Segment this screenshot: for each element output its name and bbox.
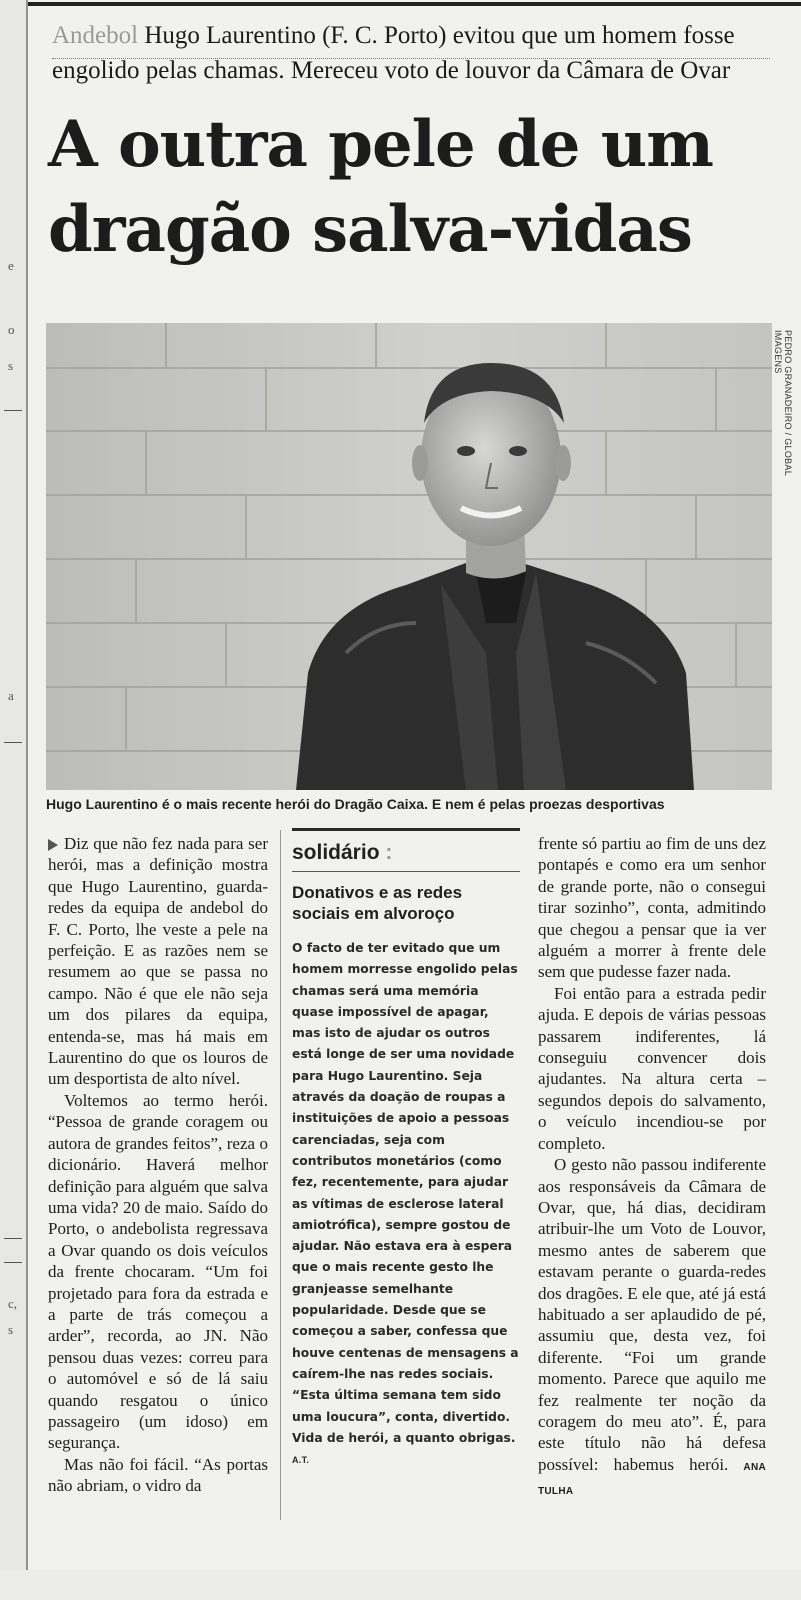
paragraph: frente só partiu ao fim de uns dez pontapés e como era um senhor de grande porte, não o consegui tirar sozinho”, conta, admitindo que chegou a pensar que ia ver alguém a morrer à frente dele sem que pudesse fazer nada. xyxy=(538,834,766,982)
sidebar-label-mark: : xyxy=(385,841,393,864)
author-signature: ANA TULHA xyxy=(538,1461,766,1498)
gutter-dash xyxy=(4,1262,22,1263)
gutter-fragment: e xyxy=(8,258,14,273)
kicker-divider xyxy=(52,58,770,59)
column-rule xyxy=(26,0,28,1600)
paragraph xyxy=(48,833,268,1090)
gutter-fragment: a xyxy=(8,688,14,703)
headline xyxy=(48,102,788,272)
sidebar-body-text: O facto de ter evitado que um homem morresse engolido pelas chamas será uma memória quase impossível de apagar, mas isto de ajudar os outros está longe de ser uma novidade para Hugo Laurentino. Seja através da doação de roupas a instituições de apoio a pessoas carenciadas, seja com contributos monetários (como fez, recentemente, para ajudar as vítimas de esclerose lateral amiotrófica), sempre gostou de ajudar. Não estava era à espera que o mais recente gesto lhe granjeasse semelhante popularidade. Desde que se começou a saber, confessa que houve centenas de mensagens a caírem-lhe nas redes sociais. “Esta última semana tem sido uma loucura”, conta, divertido. Vida de herói, a quanto obrigas. xyxy=(292,941,519,1445)
sidebar-title: Donativos e as redes sociais em alvoroço xyxy=(292,883,463,923)
paragraph: Voltemos ao termo herói. “Pessoa de grande coragem ou autora de grandes feitos”, reza o dicionário. Haverá melhor definição para alguém que salva uma vida? 20 de maio. Saído do Porto, o andebolista regressava a Ovar quando os dois veículos da frente chocaram. “Um foi projetado para fora da estrada e a parte de trás começou a arder”, recorda, ao JN. Não pensou duas vezes: correu para o automóvel e só de lá saiu quando resgatou o único passageiro (um idoso) em segurança. xyxy=(48,1090,268,1453)
article-photo xyxy=(46,323,772,790)
lead-triangle-icon xyxy=(48,839,58,851)
sidebar-divider xyxy=(292,871,520,872)
article-column-left xyxy=(48,833,268,1497)
sidebar-label-text: solidário xyxy=(292,841,380,864)
photo-caption: Hugo Laurentino é o mais recente herói do Dragão Caixa. E nem é pelas proezas desportivas xyxy=(46,796,665,812)
kicker-text: Hugo Laurentino (F. C. Porto) evitou que um homem fosse engolido pelas chamas. Mereceu voto de louvor da Câmara de Ovar xyxy=(52,22,735,84)
sidebar-label xyxy=(292,841,520,865)
paragraph-text: O gesto não passou indiferente aos responsáveis da Câmara de Ovar, que, há dias, decidiram atribuir-lhe um Voto de Louvor, mesmo antes de saberem que estavam perante o guarda-redes dos dragões. E ele que, até já está habituado a ser aplaudido de pé, assumiu que, desta vez, foi diferente. “Foi um grande momento. Parece que aquilo me fez realmente ter noção da coragem do meu ato”. É, para este título não há defesa possível: habemus herói. xyxy=(538,1155,766,1474)
paragraph-text: Diz que não fez nada para ser herói, mas a definição mostra que Hugo Laurentino, guarda-redes da equipa de andebol do F. C. Porto, lhe veste a pele na perfeição. E as razões nem se resumem ao que se passa no campo. Não é que ele não seja um dos pilares da equipa, entenda-se, mas há mais em Laurentino do que os louros de um desportista de alto nível. xyxy=(48,834,268,1089)
photo-credit: PEDRO GRANADEIRO / GLOBAL IMAGENS xyxy=(773,330,793,476)
top-rule xyxy=(28,2,801,6)
section-label: Andebol xyxy=(52,22,139,49)
sidebar-box xyxy=(292,828,520,1471)
gutter-fragment: s xyxy=(8,1322,14,1337)
gutter-dash xyxy=(4,410,22,411)
paragraph xyxy=(538,1154,766,1503)
paragraph: Foi então para a estrada pedir ajuda. E depois de várias pessoas passarem indiferentes, lá conseguiu convencer dois ajudantes. Na altura certa – segundos depois do salvamento, o veículo incendiou-se por completo. xyxy=(538,983,766,1153)
sidebar-body xyxy=(292,938,520,1471)
kicker xyxy=(52,18,772,88)
portrait-photo xyxy=(46,323,772,790)
article-column-right xyxy=(538,833,766,1503)
gutter-dash xyxy=(4,1238,22,1239)
headline-line-2: dragão salva-vidas xyxy=(48,192,692,267)
adjacent-page-margin xyxy=(0,0,26,1600)
page-bottom-margin xyxy=(0,1570,801,1600)
column-separator xyxy=(280,830,281,1520)
gutter-dash xyxy=(4,742,22,743)
gutter-fragment: o xyxy=(8,322,15,337)
sidebar-byline: A.T. xyxy=(292,1455,310,1466)
sidebar-top-rule xyxy=(292,828,520,831)
gutter-fragment: c, xyxy=(8,1296,18,1311)
headline-line-1: A outra pele de um xyxy=(48,107,713,182)
paragraph: Mas não foi fácil. “As portas não abriam, o vidro da xyxy=(48,1454,268,1496)
gutter-fragment: s xyxy=(8,358,14,373)
